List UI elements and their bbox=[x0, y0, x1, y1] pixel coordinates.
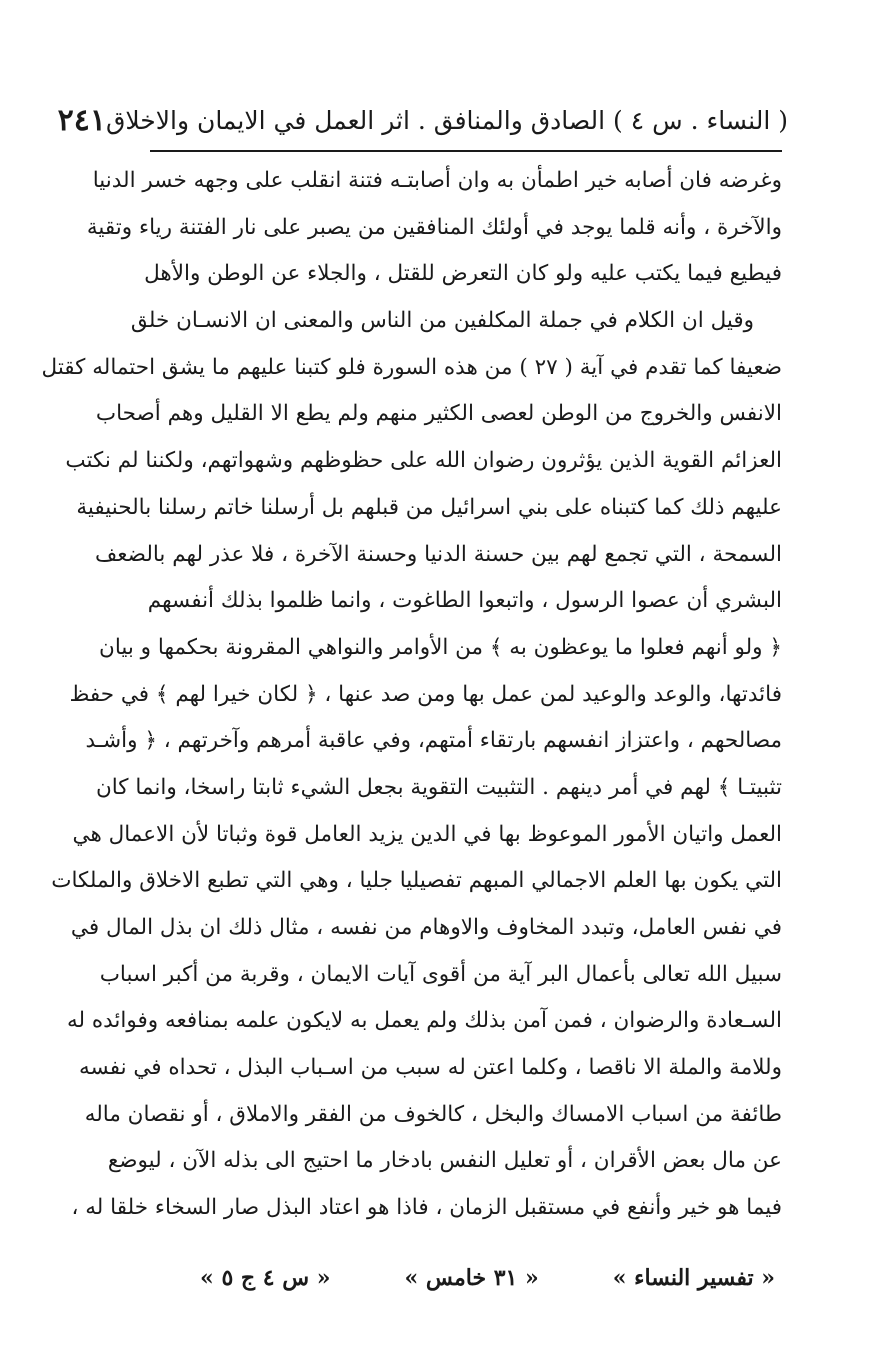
text-line: طائفة من اسباب الامساك والبخل ، كالخوف من الفقر والاملاق ، أو نقصان ماله bbox=[84, 1101, 782, 1127]
header-divider bbox=[150, 150, 782, 152]
page-footer bbox=[200, 1258, 775, 1298]
text-line: تثبيتـا ﴾ لهم في أمر دينهم . التثبيت التقوية بجعل الشيء ثابتا راسخا، وانما كان bbox=[95, 774, 782, 800]
text-line: السمحة ، التي تجمع لهم بين حسنة الدنيا وحسنة الآخرة ، فلا عذر لهم بالضعف bbox=[95, 541, 782, 567]
text-line: الانفس والخروج من الوطن لعصى الكثير منهم ولم يطع الا القليل وهم أصحاب bbox=[95, 401, 782, 427]
text-line: مصالحهم ، واعتزاز انفسهم بارتقاء أمتهم، وفي عاقبة أمرهم وآخرتهم ، ﴿ وأشـد bbox=[85, 728, 782, 754]
page-number: ٢٤١ bbox=[57, 102, 106, 138]
text-line: وللامة والملة الا ناقصا ، وكلما اعتن له سبب من اسـباب البذل ، تحداه في نفسه bbox=[78, 1055, 782, 1081]
text-line: البشري أن عصوا الرسول ، واتبعوا الطاغوت ، وانما ظلموا بذلك أنفسهم bbox=[147, 588, 782, 614]
text-line: عليهم ذلك كما كتبناه على بني اسرائيل من قبلهم بل أرسلنا خاتم رسلنا بالحنيفية bbox=[76, 494, 782, 520]
text-line: العزائم القوية الذين يؤثرون رضوان الله على حظوظهم وشهواتهم، ولكننا لم نكتب bbox=[65, 448, 782, 474]
text-line: وقيل ان الكلام في جملة المكلفين من الناس والمعنى ان الانسـان خلق bbox=[130, 308, 754, 334]
footer-signature: « س ٤ ج ٥ » bbox=[200, 1265, 331, 1291]
header-title: ( النساء . س ٤ ) الصادق والمنافق . اثر العمل في الايمان والاخلاق bbox=[105, 105, 788, 135]
text-line: فيطيع فيما يكتب عليه ولو كان التعرض للقتل ، والجلاء عن الوطن والأهل bbox=[144, 261, 782, 287]
text-line: العمل واتيان الأمور الموعوظ بها في الدين يزيد العامل قوة وثباتا لأن الاعمال هي bbox=[72, 821, 782, 847]
text-line: ضعيفا كما تقدم في آية ( ٢٧ ) من هذه السورة فلو كتبنا عليهم ما يشق احتماله كقتل bbox=[41, 354, 782, 380]
text-line: ﴿ ولو أنهم فعلوا ما يوعظون به ﴾ من الأوامر والنواهي المقرونة بحكمها و بيان bbox=[99, 634, 782, 660]
text-line: في نفس العامل، وتبدد المخاوف والاوهام من نفسه ، مثال ذلك ان بذل المال في bbox=[70, 915, 782, 940]
running-header bbox=[57, 100, 788, 140]
footer-part-number: « ٣١ خامس » bbox=[404, 1265, 539, 1291]
text-line: السـعادة والرضوان ، فمن آمن بذلك ولم يعمل به لايكون علمه بمنافعه وفوائده له bbox=[66, 1008, 782, 1034]
footer-book-name: « تفسير النساء » bbox=[612, 1265, 775, 1291]
text-line: عن مال بعض الأقران ، أو تعليل النفس بادخار ما احتيج الى بذله الآن ، ليوضع bbox=[107, 1148, 782, 1174]
text-line: التي يكون بها العلم الاجمالي المبهم تفصيليا جليا ، وهي التي تطبع الاخلاق والملكات bbox=[51, 868, 782, 894]
text-line: فيما هو خير وأنفع في مستقبل الزمان ، فاذا هو اعتاد البذل صار السخاء خلقا له ، bbox=[71, 1195, 782, 1221]
text-line: فائدتها، والوعد والوعيد لمن عمل بها ومن صد عنها ، ﴿ لكان خيرا لهم ﴾ في حفظ bbox=[69, 681, 782, 707]
text-line: والآخرة ، وأنه قلما يوجد في أولئك المنافقين من يصبر على نار الفتنة رياء وتقية bbox=[86, 214, 782, 240]
text-line: سبيل الله تعالى بأعمال البر آية من أقوى آيات الايمان ، وقربة من أكبر اسباب bbox=[99, 961, 782, 987]
text-line: وغرضه فان أصابه خير اطمأن به وان أصابتـه فتنة انقلب على وجهه خسر الدنيا bbox=[92, 168, 782, 193]
body-text bbox=[41, 158, 782, 1232]
